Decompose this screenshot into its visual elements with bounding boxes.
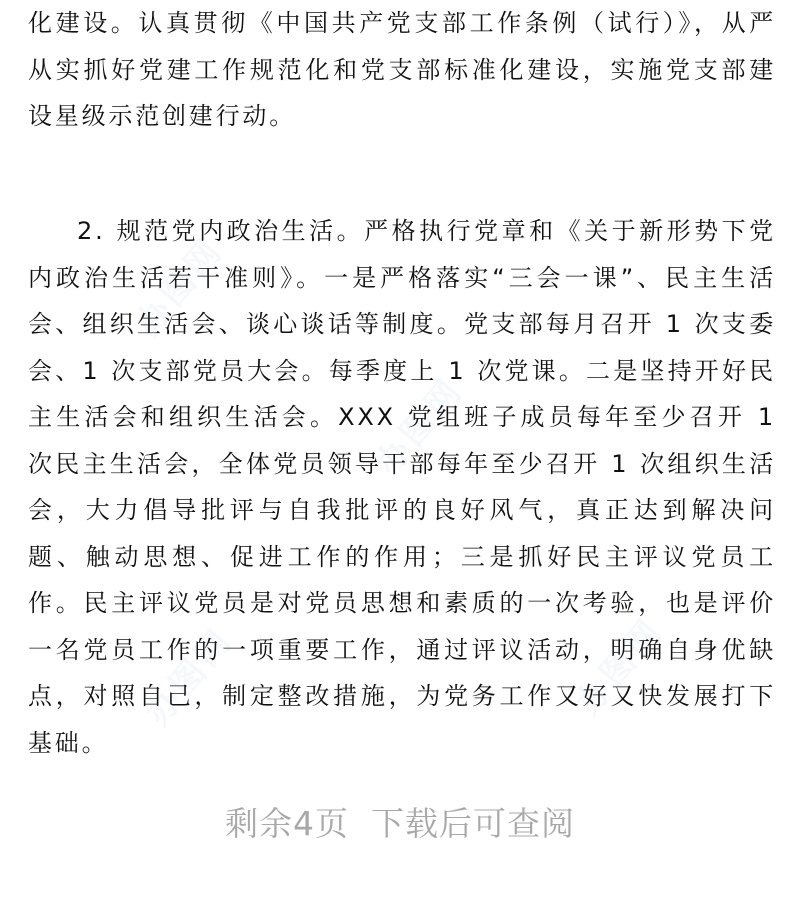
paragraph-2: 2. 规范党内政治生活。严格执行党章和《关于新形势下党内政治生活若干准则》。一是严格落实“三会一课”、民主生活会、组织生活会、谈心谈话等制度。党支部每月召开 1 次支委会、1 次支部党员大会。每季度上 1 次党课。二是坚持开好民主生活会和组织生活会。XXX 党组班子成员每年至少召开 1 次民主生活会，全体党员领导干部每年至少召开 1 次组织生活会，大力倡导批评与自我批评的良好风气，真正达到解决问题、触动思想、促进工作的作用；三是抓好民主评议党员工作。民主评议党员是对党员思想和素质的一次考验，也是评价一名党员工作的一项重要工作，通过评议活动，明确自身优缺点，对照自己，制定整改措施，为党务工作又好又快发展打下基础。 — [28, 217, 776, 757]
download-hint-label: 下载后可查阅 — [371, 804, 575, 843]
download-prompt[interactable] — [0, 798, 800, 845]
paragraph-1: 化建设。认真贯彻《中国共产党支部工作条例（试行）》，从严从实抓好党建工作规范化和党支部标准化建设，实施党支部建设星级示范创建行动。 — [28, 9, 776, 130]
watermark-text: 办图网 — [137, 620, 242, 734]
remaining-pages-label: 剩余4页 — [225, 804, 349, 843]
watermark-text: 办图网 — [567, 610, 672, 724]
watermark-text: 办图网 — [367, 370, 472, 484]
watermark-text: 办图网 — [127, 230, 232, 344]
